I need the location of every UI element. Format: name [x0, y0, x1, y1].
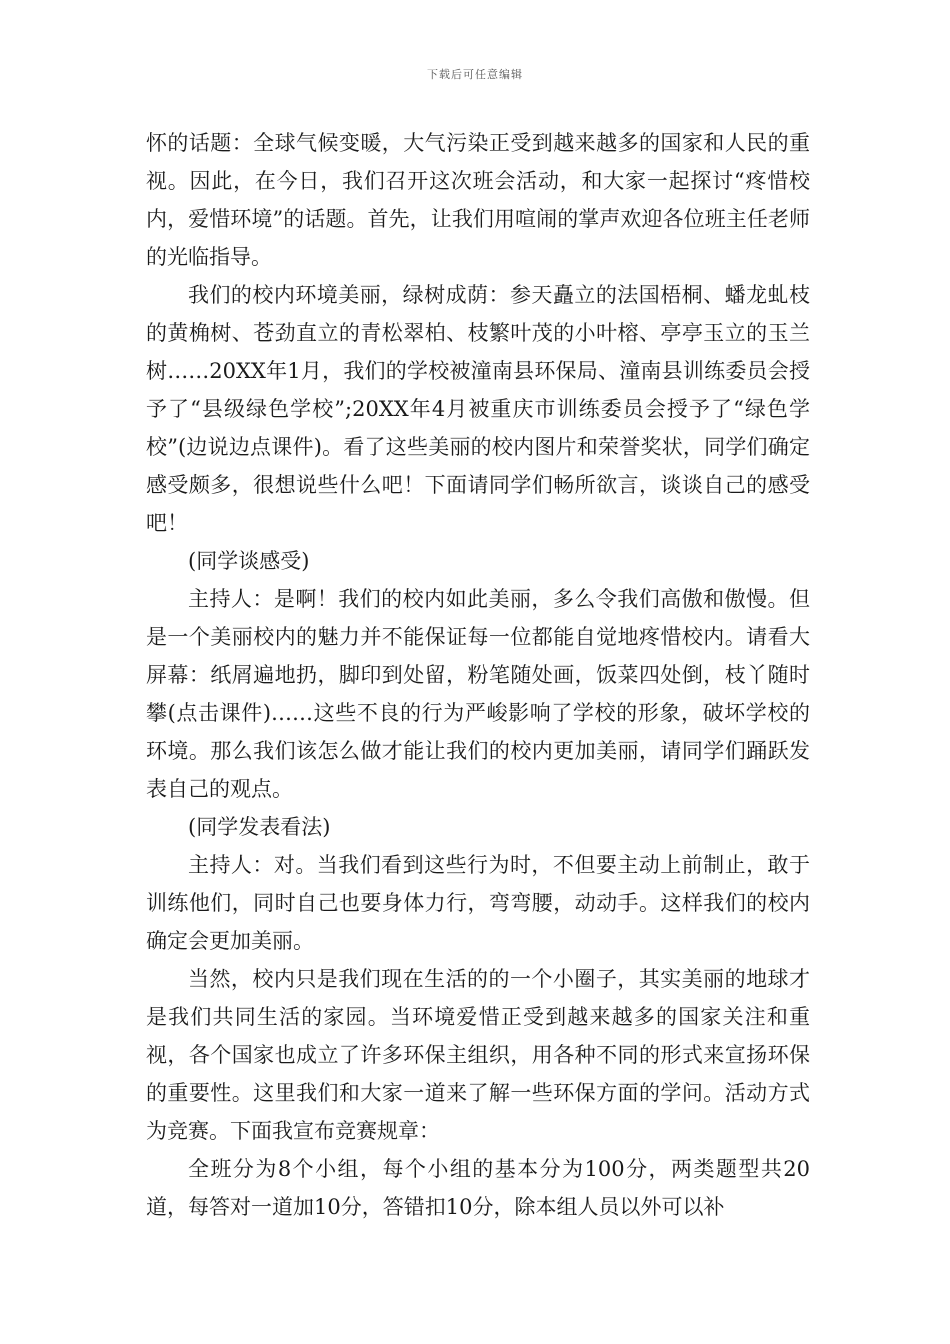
paragraph-host-remarks-1: 主持人：是啊！我们的校内如此美丽，多么令我们高傲和傲慢。但是一个美丽校内的魅力并不能保证每一位都能自觉地疼惜校内。请看大屏幕：纸屑遍地扔，脚印到处留，粉笔随处画，饭菜四处倒，枝丫随时攀(点击课件)……这些不良的行为严峻影响了学校的形象，破坏学校的环境。那么我们该怎么做才能让我们的校内更加美丽，请同学们踊跃发表自己的观点。	[146, 587, 810, 801]
paragraph-campus-environment: 我们的校内环境美丽，绿树成荫：参天矗立的法国梧桐、蟠龙虬枝的黄桷树、苍劲直立的青松翠柏、枝繁叶茂的小叶榕、亭亭玉立的玉兰树……20XX年1月，我们的学校被潼南县环保局、潼南县训练委员会授予了“县级绿色学校”;20XX年4月被重庆市训练委员会授予了“绿色学校”(边说边点课件)。看了这些美丽的校内图片和荣誉奖状，同学们确定感受颇多，很想说些什么吧！下面请同学们畅所欲言，谈谈自己的感受吧！	[146, 283, 810, 535]
page-header-note: 下载后可任意编辑	[427, 68, 523, 81]
paragraph-competition-rules: 全班分为8个小组，每个小组的基本分为100分，两类题型共20道，每答对一道加10分，答错扣10分，除本组人员以外可以补	[146, 1157, 810, 1219]
document-body	[146, 124, 810, 1226]
paragraph-intro: 怀的话题：全球气候变暖，大气污染正受到越来越多的国家和人民的重视。因此，在今日，我们召开这次班会活动，和大家一起探讨“疼惜校内，爱惜环境”的话题。首先，让我们用喧闹的掌声欢迎各位班主任老师的光临指导。	[146, 131, 810, 269]
paragraph-students-opinions: (同学发表看法)	[188, 815, 331, 839]
paragraph-students-share: (同学谈感受)	[188, 549, 310, 573]
paragraph-earth-home: 当然，校内只是我们现在生活的的一个小圈子，其实美丽的地球才是我们共同生活的家园。当环境爱惜正受到越来越多的国家关注和重视，各个国家也成立了许多环保主组织，用各种不同的形式来宣扬环保的重要性。这里我们和大家一道来了解一些环保方面的学问。活动方式为竞赛。下面我宣布竞赛规章：	[146, 967, 810, 1143]
paragraph-host-remarks-2: 主持人：对。当我们看到这些行为时，不但要主动上前制止，敢于训练他们，同时自己也要身体力行，弯弯腰，动动手。这样我们的校内确定会更加美丽。	[146, 853, 810, 953]
